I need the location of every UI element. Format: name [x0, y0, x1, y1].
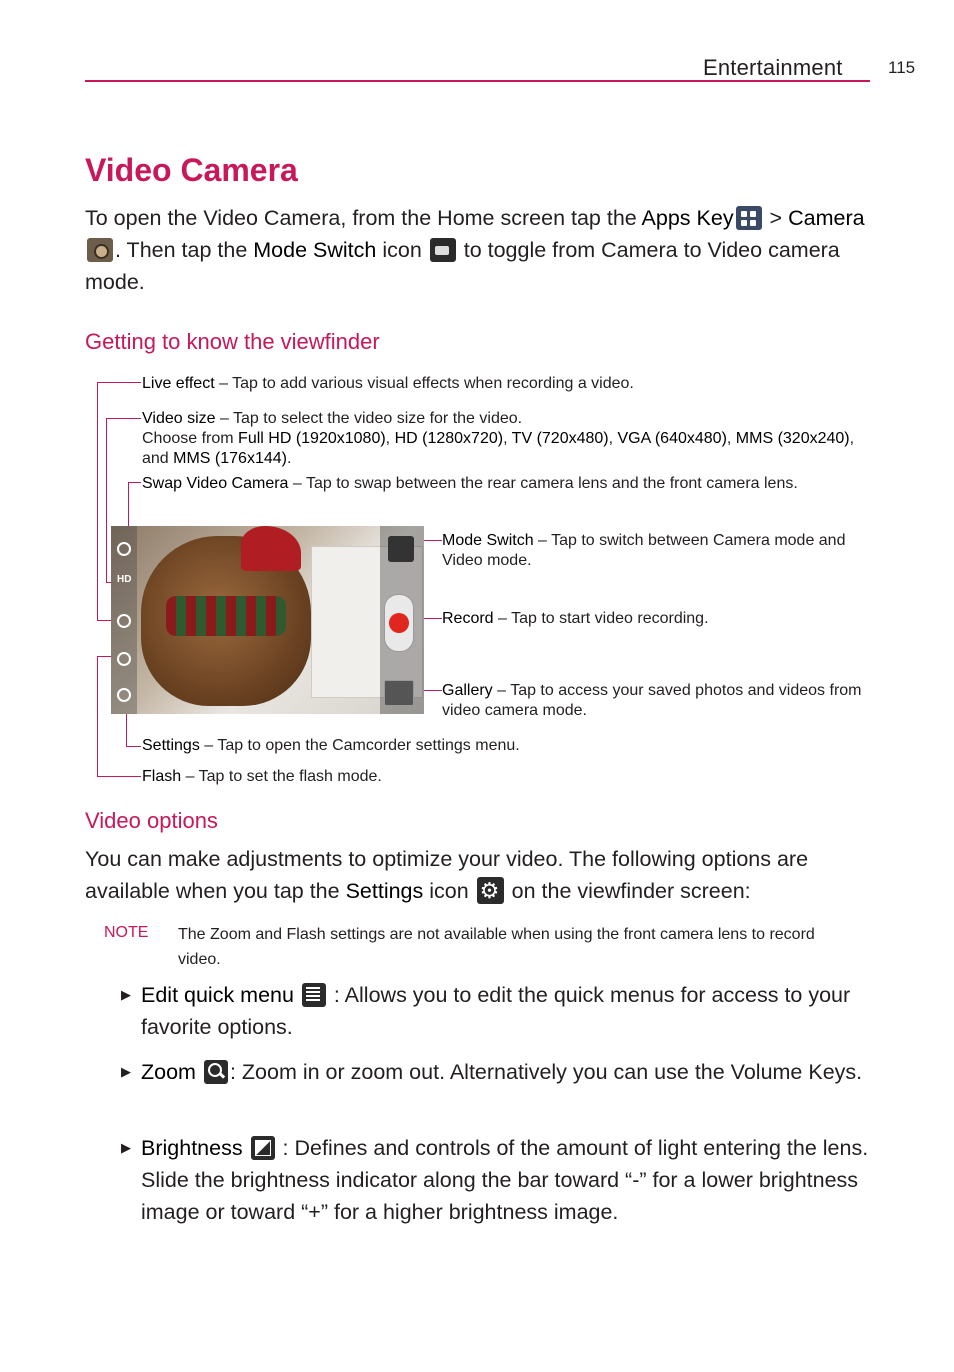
annotation-live-effect	[142, 374, 862, 394]
annotation-desc: Choose from	[142, 430, 239, 447]
callout-line	[97, 382, 98, 621]
vo-text-3: on the viewfinder screen:	[505, 879, 751, 903]
settings-gear-icon	[477, 877, 504, 904]
settings-gear-icon[interactable]	[117, 688, 131, 702]
intro-paragraph	[85, 202, 875, 298]
annotation-desc: – Tap to select the video size for the video.	[215, 410, 523, 427]
separator: ,	[608, 430, 618, 447]
mode-switch-label: Mode Switch	[253, 238, 377, 262]
mode-switch-button-icon[interactable]	[388, 536, 414, 562]
vo-text-1: You can make adjustments to optimize your video. The following options are available when you tap the	[85, 847, 809, 903]
gallery-thumbnail-icon[interactable]	[384, 680, 414, 706]
vo-text-2: icon	[423, 879, 475, 903]
note-text: The Zoom and Flash settings are not available when using the front camera lens to record video.	[178, 926, 815, 968]
annotation-mode-switch	[442, 531, 872, 571]
intro-text-1: To open the Video Camera, from the Home screen tap the	[85, 206, 642, 230]
apps-grid-icon	[736, 206, 762, 230]
bullet-arrow-icon: ▶	[121, 988, 131, 1003]
page-title: Video Camera	[85, 152, 298, 188]
bullet-arrow-icon: ▶	[121, 1065, 131, 1080]
size-option: VGA (640x480)	[617, 430, 727, 447]
edit-quick-menu-icon	[302, 983, 326, 1007]
size-option: HD (1280x720)	[394, 430, 504, 447]
bullet-term: Zoom	[141, 1060, 196, 1084]
camera-app-icon	[87, 238, 113, 262]
annotation-flash	[142, 767, 742, 787]
header-rule	[85, 80, 870, 82]
annotation-desc: – Tap to start video recording.	[493, 610, 709, 627]
page-number: 115	[888, 58, 916, 77]
separator: ,	[503, 430, 512, 447]
bullet-edit-quick-menu	[141, 979, 876, 1043]
annotation-desc: – Tap to set the flash mode.	[181, 768, 382, 785]
callout-line	[106, 418, 107, 582]
annotation-term: Mode Switch	[442, 532, 534, 549]
annotation-term: Video size	[142, 410, 216, 427]
annotation-term: Swap Video Camera	[142, 475, 289, 492]
annotation-term: Settings	[142, 737, 200, 754]
callout-line	[126, 746, 141, 747]
callout-line	[97, 656, 98, 777]
callout-line	[128, 482, 141, 483]
annotation-desc: – Tap to add various visual effects when recording a video.	[214, 375, 634, 392]
bullet-desc: : Allows you to edit the quick menus for access to your favorite options.	[141, 983, 851, 1039]
bullet-brightness	[141, 1132, 876, 1228]
separator: ,	[385, 430, 395, 447]
annotation-term: Flash	[142, 768, 182, 785]
annotation-term: Gallery	[442, 682, 493, 699]
annotation-swap-camera	[142, 474, 842, 494]
swap-camera-icon[interactable]	[117, 542, 131, 556]
callout-line	[97, 382, 141, 383]
size-option: MMS (176x144)	[173, 450, 287, 467]
annotation-term: Live effect	[142, 375, 215, 392]
settings-label: Settings	[345, 879, 424, 903]
annotation-settings	[142, 736, 742, 756]
live-effect-icon[interactable]	[117, 614, 131, 628]
callout-line	[106, 418, 141, 419]
annotation-gallery	[442, 681, 882, 721]
intro-text-2: >	[763, 206, 789, 230]
annotation-video-size	[142, 409, 862, 469]
apps-key-label: Apps Key	[641, 206, 734, 230]
santa-hat-image	[241, 526, 301, 571]
viewfinder-heading: Getting to know the viewfinder	[85, 329, 380, 354]
bullet-zoom	[141, 1056, 876, 1088]
viewfinder-screenshot	[111, 526, 424, 714]
annotation-desc: – Tap to switch between Camera mode and Video mode.	[442, 532, 846, 569]
intro-text-4: icon	[376, 238, 428, 262]
record-dot-icon	[389, 613, 409, 633]
size-option: MMS (320x240)	[735, 430, 850, 447]
bullet-term: Edit quick menu	[141, 983, 294, 1007]
zoom-icon	[204, 1060, 228, 1084]
annotation-desc: – Tap to swap between the rear camera lens and the front camera lens.	[288, 475, 798, 492]
scarf-image	[166, 596, 286, 636]
section-title: Entertainment	[703, 55, 843, 80]
mode-switch-icon	[430, 238, 456, 262]
record-button[interactable]	[384, 594, 414, 652]
annotation-desc: – Tap to access your saved photos and videos from video camera mode.	[442, 682, 862, 719]
separator: .	[286, 450, 292, 467]
annotation-term: Record	[442, 610, 494, 627]
separator: , and	[142, 430, 855, 467]
annotation-record	[442, 609, 872, 629]
bullet-arrow-icon: ▶	[121, 1141, 131, 1156]
brightness-icon	[251, 1136, 275, 1160]
annotation-desc: – Tap to open the Camcorder settings menu.	[199, 737, 520, 754]
note-label: NOTE	[104, 924, 149, 941]
video-size-icon[interactable]: HD	[117, 574, 132, 585]
intro-text-5: to toggle from Camera to Video camera mode.	[85, 238, 840, 294]
bullet-term: Brightness	[141, 1136, 243, 1160]
video-options-heading: Video options	[85, 808, 218, 833]
separator: ,	[726, 430, 736, 447]
camera-label: Camera	[788, 206, 865, 230]
size-option: Full HD (1920x1080)	[238, 430, 386, 447]
callout-line	[97, 776, 141, 777]
intro-text-3: . Then tap the	[115, 238, 254, 262]
video-options-paragraph	[85, 843, 885, 907]
flash-icon[interactable]	[117, 652, 131, 666]
bullet-desc: : Defines and controls of the amount of light entering the lens. Slide the brightness indicator along the bar toward “-” for a lower brightness image or toward “+” for a higher brightness image.	[141, 1136, 869, 1224]
bullet-desc: : Zoom in or zoom out. Alternatively you can use the Volume Keys.	[229, 1060, 863, 1084]
size-option: TV (720x480)	[511, 430, 609, 447]
